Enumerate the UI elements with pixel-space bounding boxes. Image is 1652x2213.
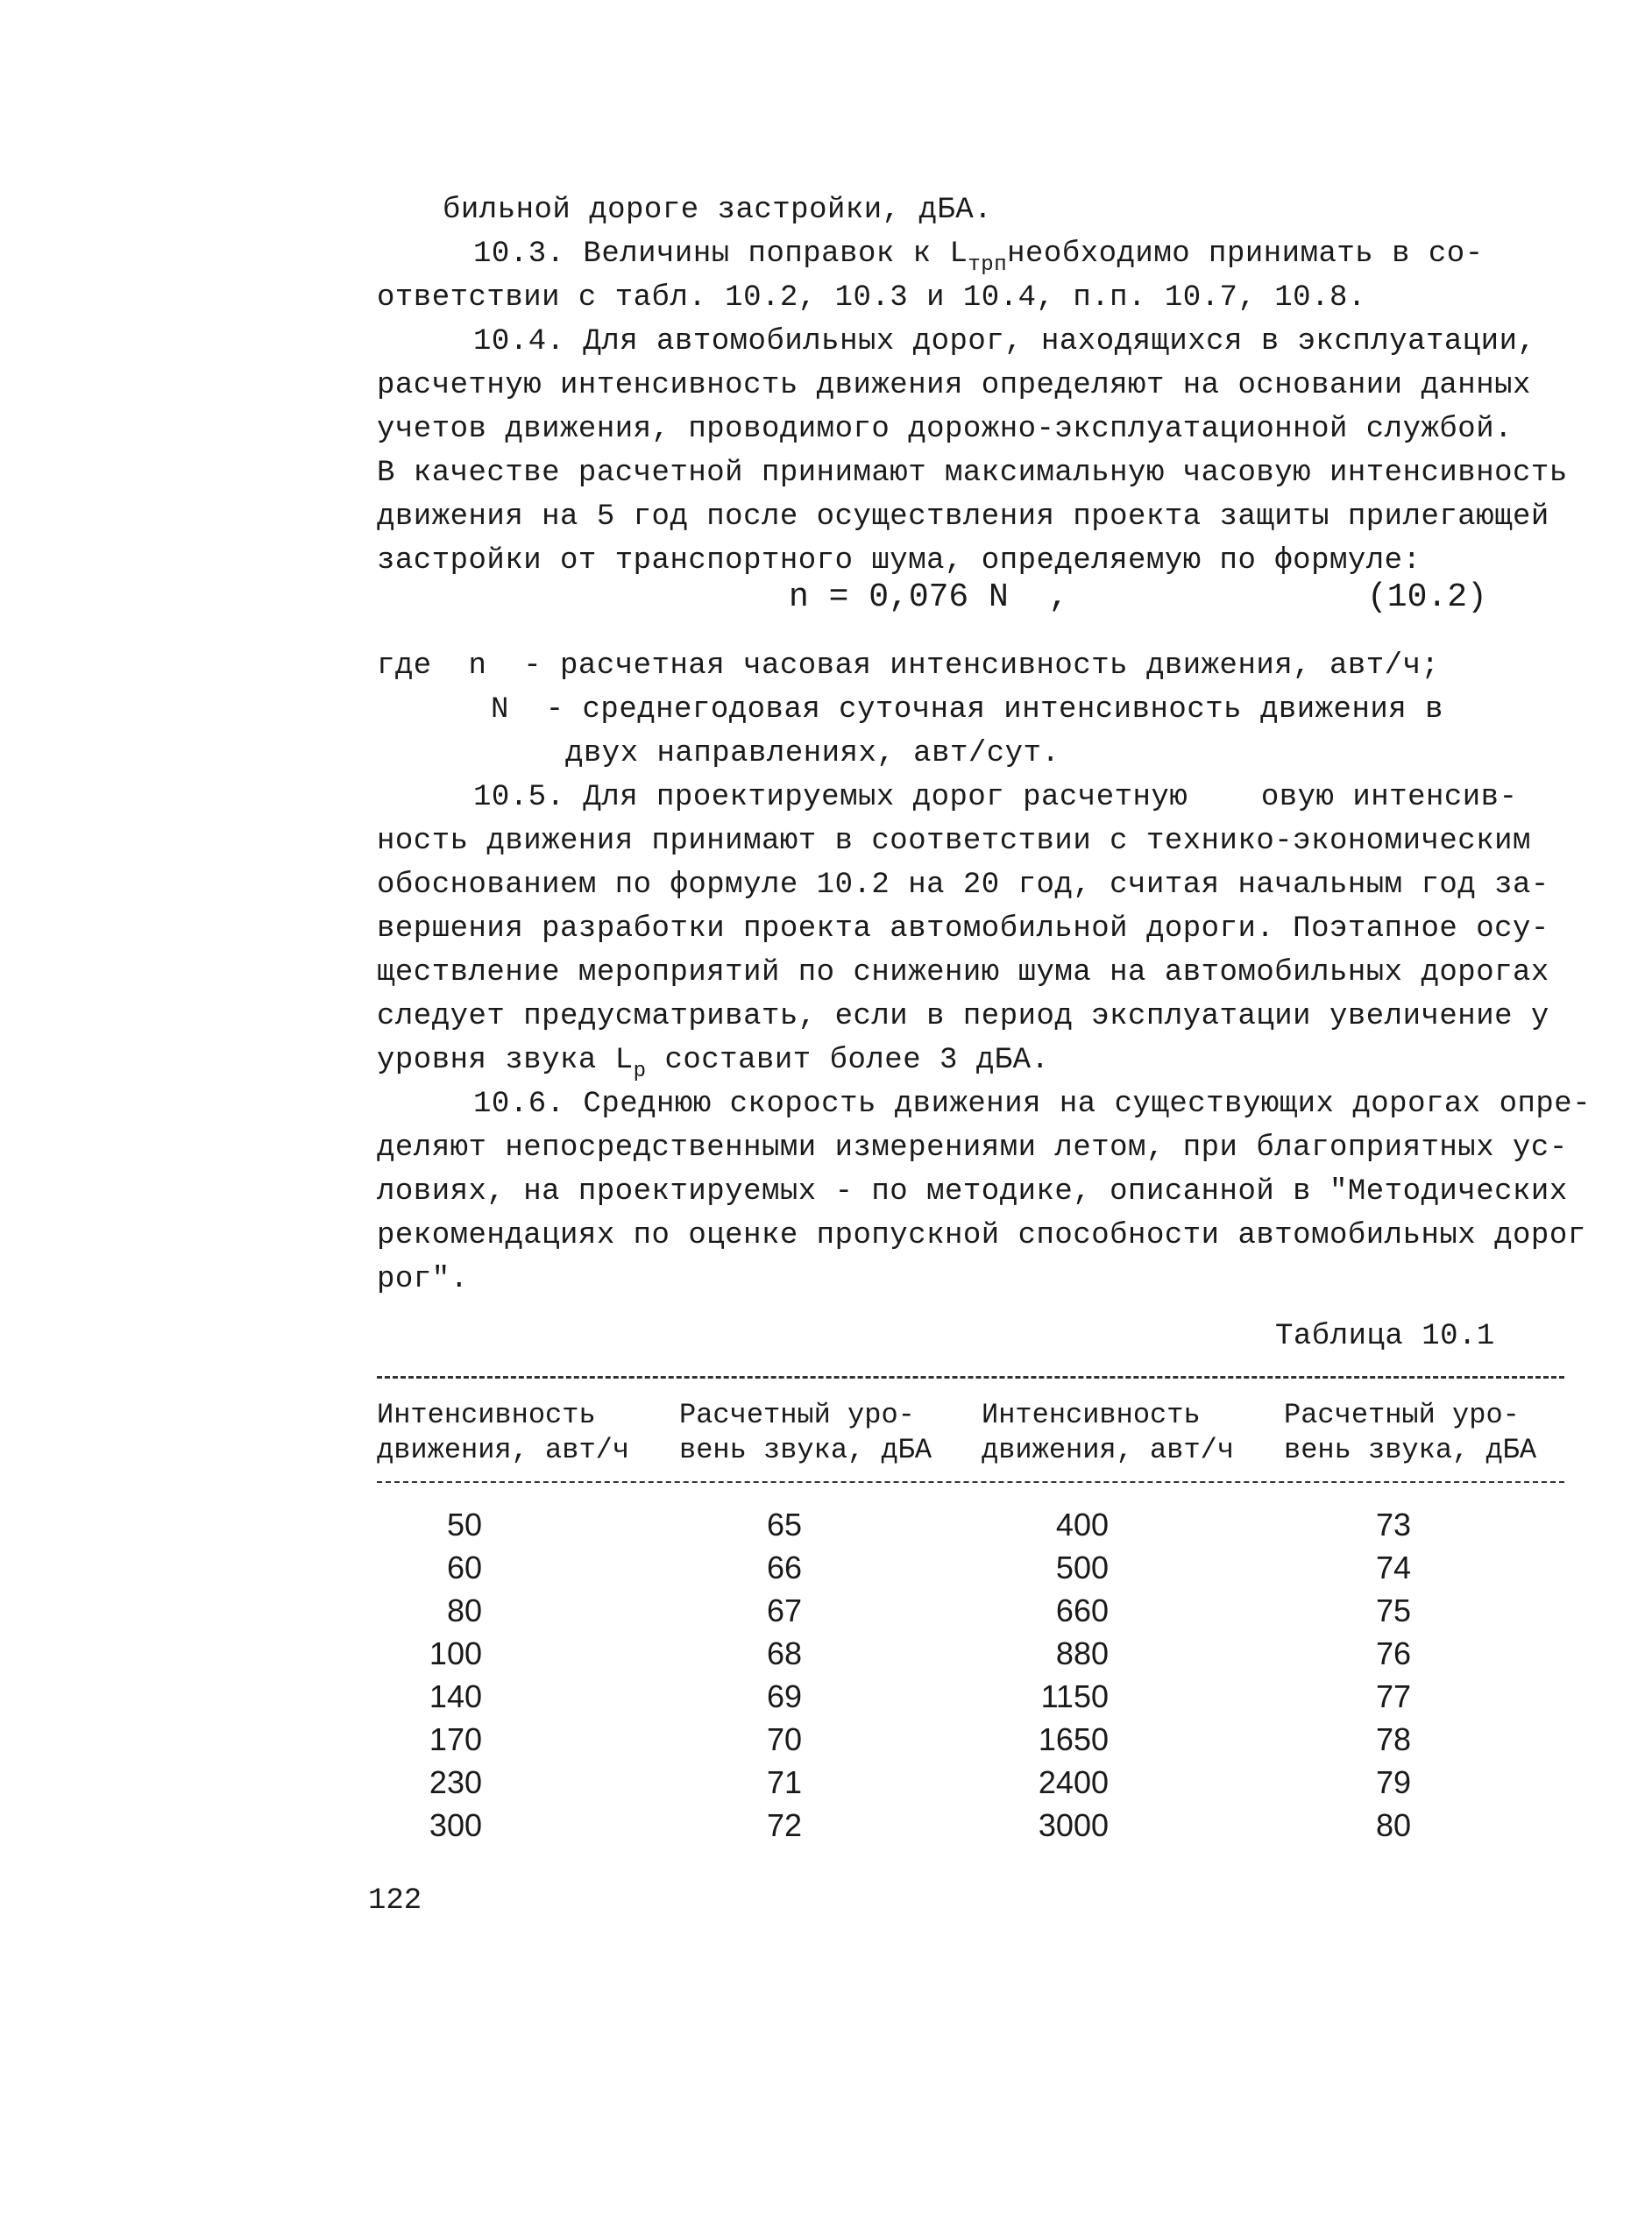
- subscript: p: [633, 1060, 647, 1083]
- table-cell: 660: [1055, 1592, 1109, 1628]
- text-line: следует предусматривать, если в период эксплуатации увеличение у: [377, 1000, 1549, 1033]
- text-fragment: 10.3. Величины поправок к L: [473, 238, 968, 271]
- page-number: 122: [368, 1884, 422, 1918]
- formula: n = 0,076 N ,: [789, 578, 1069, 616]
- text-line: движения на 5 год после осуществления проекта защиты прилегающей: [377, 500, 1549, 534]
- text-line: N - среднегодовая суточная интенсивность движения в: [491, 693, 1443, 727]
- text-line: [473, 232, 1484, 279]
- table-cell: 70: [766, 1721, 802, 1757]
- text-line: 10.6. Среднюю скорость движения на существующих дорогах опре-: [473, 1088, 1592, 1121]
- text-line: ность движения принимают в соответствии с технико-экономическим: [377, 825, 1531, 858]
- table-cell: 75: [1375, 1592, 1411, 1628]
- table-cell: 300: [429, 1807, 482, 1843]
- table-cell: 77: [1375, 1678, 1411, 1714]
- table-cell: 74: [1375, 1550, 1411, 1585]
- text-line: ловиях, на проектируемых - по методике, описанной в "Методических: [377, 1175, 1568, 1209]
- table-cell: 1150: [1040, 1678, 1109, 1714]
- table-cell: 170: [429, 1721, 482, 1757]
- text-line: где n - расчетная часовая интенсивность движения, авт/ч;: [377, 649, 1440, 683]
- text-line: бильной дороге застройки, дБА.: [443, 194, 993, 227]
- table-cell: 2400: [1038, 1764, 1109, 1800]
- table-cell: 3000: [1038, 1807, 1109, 1843]
- table-cell: 100: [429, 1635, 482, 1671]
- text-line: учетов движения, проводимого дорожно-эксплуатационной службой.: [377, 413, 1514, 446]
- table-cell: 72: [766, 1807, 802, 1843]
- text-line: ответствии с табл. 10.2, 10.3 и 10.4, п.п. 10.7, 10.8.: [377, 281, 1366, 315]
- table-cell: 500: [1055, 1550, 1109, 1585]
- table-cell: 65: [766, 1507, 802, 1543]
- text-fragment: необходимо принимать в со-: [1007, 238, 1484, 271]
- table-header-cell: Интенсивность движения, авт/ч: [377, 1399, 630, 1466]
- table-cell: 73: [1375, 1507, 1411, 1543]
- table-header-rule: [377, 1481, 1564, 1483]
- text-line: застройки от транспортного шума, определяемую по формуле:: [377, 544, 1422, 578]
- table-cell: 140: [429, 1678, 482, 1714]
- table-cell: 67: [766, 1592, 802, 1628]
- table-cell: 400: [1055, 1507, 1109, 1543]
- text-line: 10.5. Для проектируемых дорог расчетную овую интенсив-: [473, 781, 1518, 814]
- text-line: рог".: [377, 1263, 469, 1296]
- text-line: расчетную интенсивность движения определяют на основании данных: [377, 369, 1531, 402]
- text-line: ществление мероприятий по снижению шума на автомобильных дорогах: [377, 956, 1549, 989]
- text-line: рекомендациях по оценке пропускной способности автомобильных дорог: [377, 1219, 1586, 1252]
- table-cell: 68: [766, 1635, 802, 1671]
- text-line: вершения разработки проекта автомобильной дороги. Поэтапное осу-: [377, 912, 1549, 946]
- table-cell: 71: [766, 1764, 802, 1800]
- text-line: обоснованием по формуле 10.2 на 20 год, считая начальным год за-: [377, 869, 1549, 902]
- table-header-cell: Интенсивность движения, авт/ч: [982, 1399, 1235, 1466]
- text-line: В качестве расчетной принимают максимальную часовую интенсивность: [377, 457, 1568, 490]
- text-line: 10.4. Для автомобильных дорог, находящихся в эксплуатации,: [473, 325, 1536, 358]
- text-fragment: составит более 3 дБА.: [646, 1044, 1050, 1077]
- table-header-cell: Расчетный уро- вень звука, дБА: [1284, 1399, 1537, 1466]
- text-fragment: уровня звука L: [377, 1044, 634, 1077]
- table-cell: 78: [1375, 1721, 1411, 1757]
- table-cell: 60: [446, 1550, 482, 1585]
- table-cell: 80: [446, 1592, 482, 1628]
- text-line: [377, 1039, 1049, 1085]
- table-cell: 69: [766, 1678, 802, 1714]
- table-cell: 1650: [1038, 1721, 1109, 1757]
- table-caption: Таблица 10.1: [1275, 1320, 1495, 1353]
- table-cell: 230: [429, 1764, 482, 1800]
- text-line: двух направлениях, авт/сут.: [565, 737, 1060, 770]
- table-cell: 66: [766, 1550, 802, 1585]
- table-cell: 880: [1055, 1635, 1109, 1671]
- table-cell: 76: [1375, 1635, 1411, 1671]
- table-header-cell: Расчетный уро- вень звука, дБА: [679, 1399, 932, 1466]
- table-top-rule: [377, 1376, 1564, 1379]
- text-line: деляют непосредственными измерениями летом, при благоприятных ус-: [377, 1131, 1568, 1165]
- subscript: трп: [968, 253, 1008, 277]
- table-cell: 80: [1375, 1807, 1411, 1843]
- table-cell: 50: [446, 1507, 482, 1543]
- table-cell: 79: [1375, 1764, 1411, 1800]
- formula-number: (10.2): [1367, 578, 1487, 616]
